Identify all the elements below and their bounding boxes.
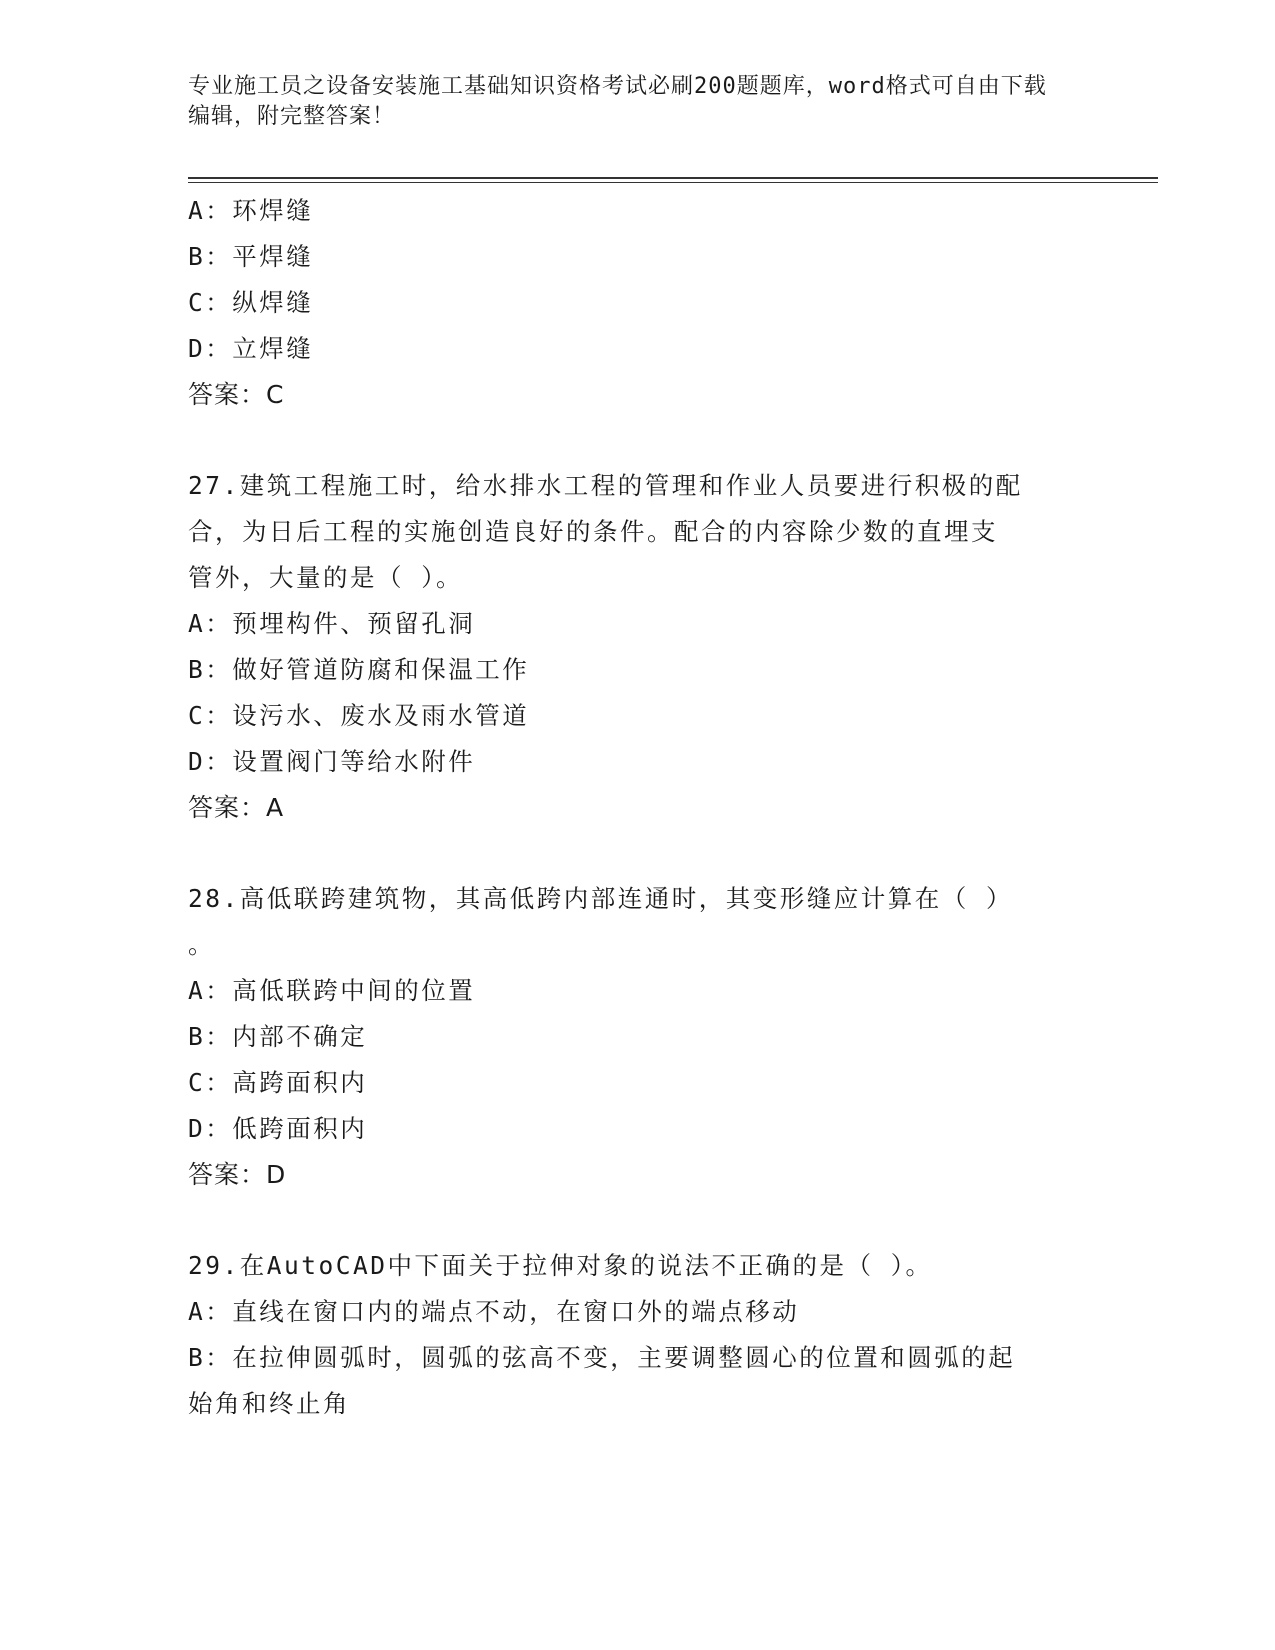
- question-27-block: [188, 463, 1088, 831]
- document-header: 专业施工员之设备安装施工基础知识资格考试必刷200题题库，word格式可自由下载编辑，附完整答案！: [188, 74, 1047, 129]
- question-28-block: [188, 876, 1088, 1198]
- question-29-option-b-line-1: B：在拉伸圆弧时，圆弧的弦高不变，主要调整圆心的位置和圆弧的起: [188, 1343, 1016, 1372]
- question-28-answer: 答案：D: [188, 1160, 287, 1189]
- question-27-option-a: A：预埋构件、预留孔洞: [188, 609, 476, 638]
- question-28-stem-line-2: 。: [188, 930, 215, 959]
- spacer: [188, 418, 1088, 463]
- question-28-option-a: A：高低联跨中间的位置: [188, 976, 476, 1005]
- question-26-answer: 答案：C: [188, 380, 285, 409]
- question-26-option-b: B：平焊缝: [188, 242, 314, 271]
- question-27-option-d: D：设置阀门等给水附件: [188, 747, 476, 776]
- header-divider: [188, 177, 1158, 183]
- question-27-stem-line-3: 管外，大量的是（ ）。: [188, 563, 463, 592]
- spacer: [188, 831, 1088, 876]
- question-27-stem-line-1: 27.建筑工程施工时，给水排水工程的管理和作业人员要进行积极的配: [188, 471, 1023, 500]
- question-26-block: [188, 188, 1088, 418]
- document-page: [188, 0, 1158, 1650]
- question-28-stem-line-1: 28.高低联跨建筑物，其高低跨内部连通时，其变形缝应计算在（ ）: [188, 884, 1013, 913]
- question-28-option-b: B：内部不确定: [188, 1022, 368, 1051]
- question-29-option-b-line-2: 始角和终止角: [188, 1389, 350, 1418]
- question-26-option-c: C：纵焊缝: [188, 288, 314, 317]
- question-29-option-a: A：直线在窗口内的端点不动，在窗口外的端点移动: [188, 1297, 800, 1326]
- question-28-option-c: C：高跨面积内: [188, 1068, 368, 1097]
- question-27-answer: 答案：A: [188, 793, 285, 822]
- question-list: [188, 188, 1088, 1427]
- question-27-stem-line-2: 合，为日后工程的实施创造良好的条件。配合的内容除少数的直埋支: [188, 517, 998, 546]
- question-26-option-a: A：环焊缝: [188, 196, 314, 225]
- spacer: [188, 1198, 1088, 1243]
- question-27-option-c: C：设污水、废水及雨水管道: [188, 701, 530, 730]
- question-28-option-d: D：低跨面积内: [188, 1114, 368, 1143]
- question-27-option-b: B：做好管道防腐和保温工作: [188, 655, 530, 684]
- question-26-option-d: D：立焊缝: [188, 334, 314, 363]
- question-29-stem-line-1: 29.在AutoCAD中下面关于拉伸对象的说法不正确的是（ ）。: [188, 1251, 933, 1280]
- question-29-block: [188, 1243, 1088, 1427]
